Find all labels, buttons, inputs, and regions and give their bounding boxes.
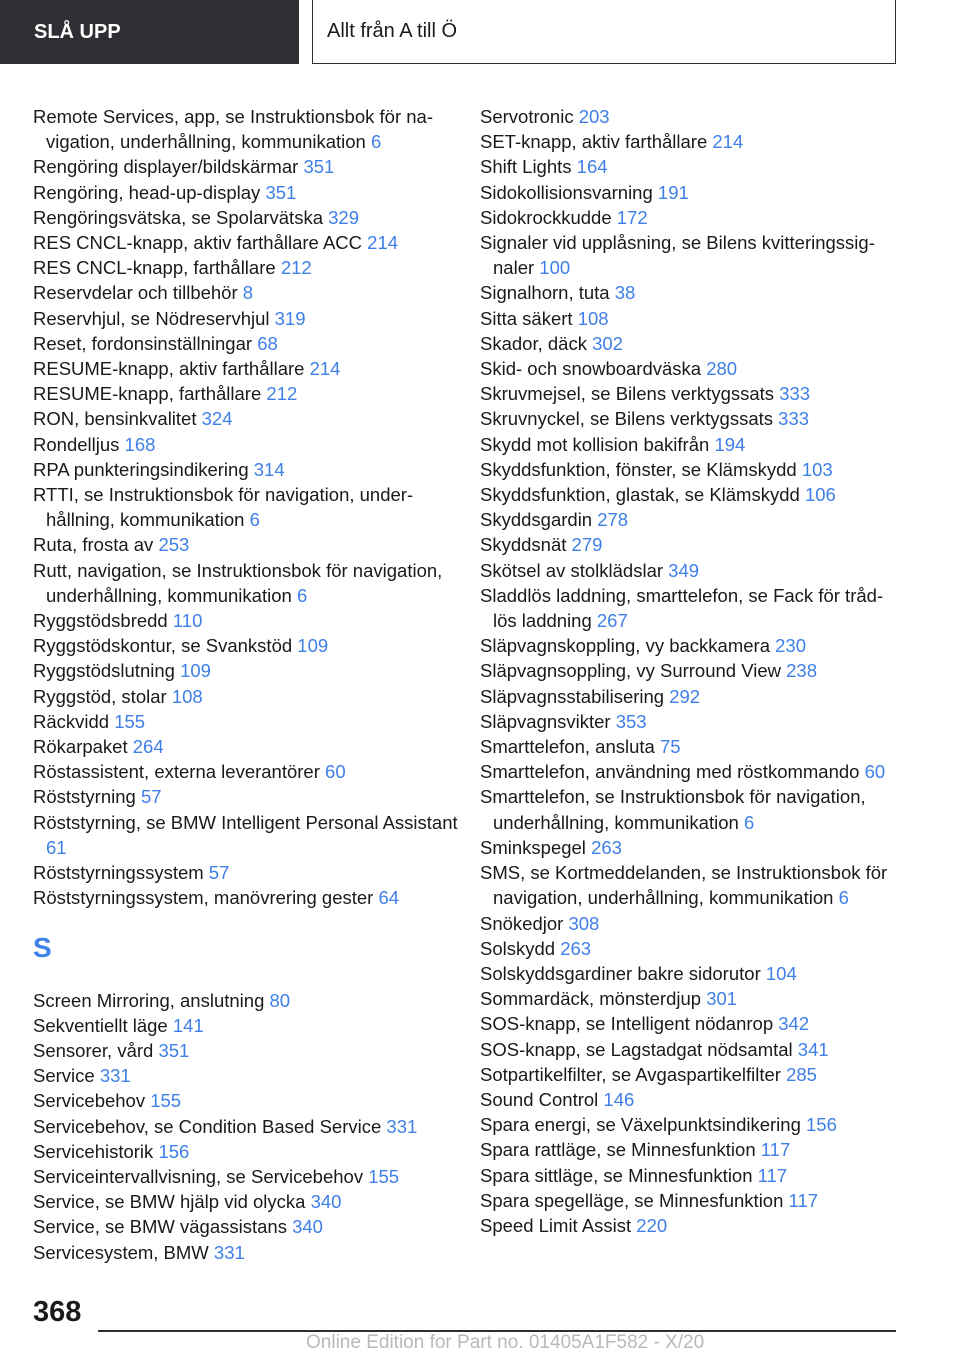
index-entry-term: Rengöring, head-up-display <box>33 181 261 203</box>
index-entry <box>33 658 463 683</box>
index-entry-term: RPA punkteringsindikering <box>33 458 249 480</box>
index-entry-term: Servicesystem, BMW <box>33 1241 209 1263</box>
section-letter-s: S <box>33 931 52 963</box>
index-entry <box>33 154 463 179</box>
index-entry-page-link[interactable]: 253 <box>158 534 190 556</box>
index-entry-page-link[interactable]: 351 <box>158 1039 190 1061</box>
index-entry-term: Servicehistorik <box>33 1140 154 1162</box>
index-entry-page-link[interactable]: 155 <box>114 710 146 732</box>
index-entry-term: Röststyrningssystem, manövrering gester <box>33 887 374 909</box>
index-entry <box>480 406 900 431</box>
index-entry-term: Sitta säkert <box>480 307 573 329</box>
index-entry-page-link[interactable]: 172 <box>616 206 648 228</box>
index-entry-page-link[interactable]: 109 <box>297 635 329 657</box>
index-entry-term: RON, bensinkvalitet <box>33 408 197 430</box>
index-entry-term: Solskyddsgardiner bakre sidorutor <box>480 962 761 984</box>
index-entry <box>33 205 463 230</box>
index-entry <box>33 1240 463 1265</box>
index-entry-term: Sidokrockkudde <box>480 206 612 228</box>
index-entry <box>33 432 463 457</box>
index-entry-page-link[interactable]: 75 <box>659 736 681 758</box>
index-entry-term: RTTI, se Instruktionsbok för navigation, underhållning, kommunikation <box>33 484 414 531</box>
index-entry <box>480 104 900 129</box>
index-entry-term: Sladdlös laddning, smarttelefon, se Fack för trådlös laddning <box>480 584 884 632</box>
index-entry <box>480 936 900 961</box>
index-entry <box>480 482 900 507</box>
index-entry-page-link[interactable]: 68 <box>257 332 278 354</box>
index-entry-term: Skruvmejsel, se Bilens verktygssats <box>480 383 775 405</box>
index-entry <box>480 306 900 331</box>
index-entry <box>33 255 463 280</box>
index-entry-term: Sommardäck, mönsterdjup <box>480 988 702 1010</box>
index-entry-term: Skyddsfunktion, fönster, se Klämskydd <box>480 458 797 480</box>
index-entry-term: Service <box>33 1065 95 1087</box>
index-entry-page-link[interactable]: 331 <box>99 1065 131 1087</box>
index-entry-page-link[interactable]: 220 <box>636 1214 668 1236</box>
index-entry-page-link[interactable]: 6 <box>296 584 308 606</box>
index-entry-term: RES CNCL-knapp, aktiv farthållare ACC <box>33 232 363 254</box>
index-entry-page-link[interactable]: 155 <box>150 1090 182 1112</box>
index-entry-page-link[interactable]: 341 <box>797 1038 829 1060</box>
index-entry-term: SET-knapp, aktiv farthållare <box>480 131 708 153</box>
index-entry <box>33 482 463 532</box>
index-entry-term: Ryggstödsbredd <box>33 610 168 632</box>
index-entry <box>33 759 463 784</box>
index-entry-term: Skyddsnät <box>480 534 567 556</box>
index-column-left <box>33 104 463 1265</box>
index-entry-term: Serviceintervallvisning, se Servicebehov <box>33 1165 364 1187</box>
index-entry <box>480 658 900 683</box>
index-entry-term: Sensorer, vård <box>33 1039 154 1061</box>
index-entry-page-link[interactable]: 191 <box>657 181 689 203</box>
index-entry <box>480 684 900 709</box>
index-entry <box>480 759 900 784</box>
index-entry-page-link[interactable]: 308 <box>568 912 600 934</box>
index-entry <box>480 381 900 406</box>
index-entry <box>480 507 900 532</box>
index-entry-term: Sound Control <box>480 1088 599 1110</box>
index-entry-term: Ryggstöd, stolar <box>33 685 167 707</box>
index-entry-term: Sidokollisionsvarning <box>480 181 653 203</box>
index-entry-page-link[interactable]: 302 <box>592 332 623 354</box>
section-tab-label: SLÅ UPP <box>34 20 121 43</box>
index-entry <box>33 381 463 406</box>
index-entry <box>480 961 900 986</box>
index-entry-term: Rengöringsvätska, se Spolarvätska <box>33 206 323 228</box>
chapter-tab[interactable] <box>312 0 896 64</box>
index-entry-term: Skruvnyckel, se Bilens verktygssats <box>480 408 774 430</box>
index-entry-page-link[interactable]: 353 <box>615 710 647 732</box>
index-entry-term: Ruta, frosta av <box>33 534 154 556</box>
index-entry-page-link[interactable]: 117 <box>788 1189 819 1211</box>
index-entry <box>480 558 900 583</box>
index-entry-page-link[interactable]: 155 <box>368 1165 400 1187</box>
index-entry-term: Spara energi, se Växelpunktsindikering <box>480 1114 801 1136</box>
index-entry-page-link[interactable]: 329 <box>328 206 359 228</box>
index-entry-page-link[interactable]: 60 <box>864 761 886 783</box>
index-list-r <box>33 104 463 911</box>
index-entry-term: RES CNCL-knapp, farthållare <box>33 257 276 279</box>
index-entry <box>480 633 900 658</box>
index-entry-page-link[interactable]: 141 <box>172 1014 204 1036</box>
index-entry-term: Solskydd <box>480 937 556 959</box>
index-entry <box>33 331 463 356</box>
index-entry-page-link[interactable]: 194 <box>714 433 746 455</box>
index-entry-page-link[interactable]: 117 <box>757 1164 788 1186</box>
index-entry-page-link[interactable]: 168 <box>124 433 156 455</box>
index-entry-term: Smarttelefon, användning med röstkommando <box>480 761 860 783</box>
index-entry-term: Spara rattläge, se Minnesfunktion <box>480 1139 756 1161</box>
index-entry-term: Spara sittläge, se Minnesfunktion <box>480 1164 753 1186</box>
index-entry <box>33 406 463 431</box>
index-entry <box>480 230 900 280</box>
index-entry-page-link[interactable]: 342 <box>778 1013 810 1035</box>
index-list-s <box>33 988 463 1265</box>
index-entry <box>33 633 463 658</box>
index-entry-term: Servotronic <box>480 106 574 127</box>
index-entry <box>33 356 463 381</box>
index-entry <box>480 734 900 759</box>
index-entry-page-link[interactable]: 285 <box>786 1063 817 1085</box>
index-entry-term: Sekventiellt läge <box>33 1014 168 1036</box>
index-entry-page-link[interactable]: 212 <box>266 383 298 405</box>
index-entry-page-link[interactable]: 6 <box>838 887 849 909</box>
index-entry-page-link[interactable]: 214 <box>309 358 341 380</box>
index-entry-term: Sotpartikelfilter, se Avgaspartikelfilter <box>480 1063 781 1085</box>
index-entry <box>33 280 463 305</box>
index-entry-page-link[interactable]: 314 <box>253 458 285 480</box>
index-entry-page-link[interactable]: 230 <box>775 635 807 657</box>
index-entry-term: Rökarpaket <box>33 736 128 758</box>
index-entry-page-link[interactable]: 156 <box>158 1140 190 1162</box>
page-number: 368 <box>33 1296 82 1328</box>
index-entry-term: Signaler vid upplåsning, se Bilens kvitteringssignaler <box>480 232 875 279</box>
index-entry-page-link[interactable]: 214 <box>367 232 399 254</box>
section-tab[interactable] <box>0 0 299 64</box>
index-entry-term: Släpvagnsoppling, vy Surround View <box>480 660 781 682</box>
index-entry <box>33 1139 463 1164</box>
index-entry <box>480 129 900 154</box>
index-entry-page-link[interactable]: 280 <box>706 358 738 380</box>
index-entry-term: Service, se BMW vägassistans <box>33 1216 287 1238</box>
index-entry <box>33 1038 463 1063</box>
index-entry-term: Skötsel av stolklädslar <box>480 559 664 581</box>
index-entry-page-link[interactable]: 212 <box>280 257 312 279</box>
index-entry-page-link[interactable]: 301 <box>706 988 738 1010</box>
index-entry-page-link[interactable]: 156 <box>806 1114 837 1136</box>
index-entry-page-link[interactable]: 319 <box>274 307 306 329</box>
index-entry <box>480 709 900 734</box>
index-entry-page-link[interactable]: 331 <box>213 1241 245 1263</box>
index-entry <box>480 986 900 1011</box>
index-entry-term: Reservhjul, se Nödreservhjul <box>33 307 270 329</box>
index-entry <box>480 784 900 834</box>
index-entry-term: Speed Limit Assist <box>480 1214 632 1236</box>
index-entry <box>33 608 463 633</box>
index-entry-term: Rutt, navigation, se Instruktionsbok för navigation, underhållning, kommunikation <box>33 559 443 606</box>
index-entry <box>480 583 900 633</box>
index-entry-page-link[interactable]: 108 <box>171 685 203 707</box>
index-entry-page-link[interactable]: 238 <box>786 660 818 682</box>
index-entry <box>33 558 463 608</box>
index-entry-page-link[interactable]: 164 <box>576 156 608 178</box>
index-entry <box>33 104 463 154</box>
index-entry-page-link[interactable]: 60 <box>325 761 346 783</box>
index-entry-page-link[interactable]: 38 <box>614 282 636 304</box>
index-entry <box>33 784 463 809</box>
index-entry-page-link[interactable]: 214 <box>712 131 744 153</box>
index-entry-term: SOS-knapp, se Intelligent nödanrop <box>480 1013 774 1035</box>
index-entry-page-link[interactable]: 57 <box>140 786 162 808</box>
index-entry-term: Röststyrning <box>33 786 136 808</box>
index-entry-page-link[interactable]: 263 <box>560 937 592 959</box>
index-entry-term: Remote Services, app, se Instruktionsbok för navigation, underhållning, kommunikation <box>33 106 434 153</box>
index-entry <box>480 1213 900 1238</box>
index-entry-page-link[interactable]: 57 <box>208 862 230 884</box>
index-entry-page-link[interactable]: 61 <box>46 836 67 858</box>
index-entry-term: Snökedjor <box>480 912 564 934</box>
index-entry-page-link[interactable]: 6 <box>249 509 260 531</box>
index-entry-term: Skydd mot kollision bakifrån <box>480 433 710 455</box>
index-entry <box>480 331 900 356</box>
index-entry <box>33 306 463 331</box>
index-entry-term: Signalhorn, tuta <box>480 282 610 304</box>
index-entry-page-link[interactable]: 278 <box>597 509 629 531</box>
index-entry-page-link[interactable]: 340 <box>292 1216 323 1238</box>
index-entry <box>480 1188 900 1213</box>
index-entry-page-link[interactable]: 6 <box>743 811 755 833</box>
index-entry-page-link[interactable]: 292 <box>669 685 701 707</box>
index-entry-term: Ryggstödslutning <box>33 660 175 682</box>
index-entry-page-link[interactable]: 146 <box>603 1088 635 1110</box>
index-entry-page-link[interactable]: 80 <box>269 989 291 1011</box>
index-entry-page-link[interactable]: 109 <box>180 660 211 682</box>
index-entry <box>33 684 463 709</box>
index-entry-term: RESUME-knapp, farthållare <box>33 383 262 405</box>
index-entry <box>33 988 463 1013</box>
index-entry-term: Servicebehov, se Condition Based Service <box>33 1115 382 1137</box>
index-entry <box>33 532 463 557</box>
index-entry <box>33 230 463 255</box>
index-entry-term: Ryggstödskontur, se Svankstöd <box>33 635 293 657</box>
index-entry-page-link[interactable]: 103 <box>801 458 833 480</box>
index-entry-page-link[interactable]: 108 <box>577 307 609 329</box>
index-entry-term: Skid- och snowboardväska <box>480 358 702 380</box>
index-entry-term: Rengöring displayer/bildskärmar <box>33 156 299 178</box>
index-entry <box>480 1087 900 1112</box>
index-entry-page-link[interactable]: 104 <box>765 962 797 984</box>
index-entry <box>33 734 463 759</box>
index-entry-page-link[interactable]: 333 <box>779 383 811 405</box>
index-entry <box>33 810 463 860</box>
index-entry-page-link[interactable]: 279 <box>571 534 603 556</box>
index-entry <box>480 154 900 179</box>
index-entry <box>33 457 463 482</box>
index-entry <box>480 180 900 205</box>
index-entry-page-link[interactable]: 351 <box>265 181 297 203</box>
index-entry-page-link[interactable]: 351 <box>303 156 335 178</box>
index-entry-page-link[interactable]: 117 <box>760 1139 791 1161</box>
index-entry-term: Spara spegelläge, se Minnesfunktion <box>480 1189 784 1211</box>
index-entry-term: Service, se BMW hjälp vid olycka <box>33 1191 306 1213</box>
index-entry-term: Räckvidd <box>33 710 110 732</box>
index-entry-term: Smarttelefon, ansluta <box>480 736 655 758</box>
index-entry-term: Röstassistent, externa leverantörer <box>33 761 320 783</box>
index-entry <box>480 1112 900 1137</box>
index-entry-term: Sminkspegel <box>480 836 586 858</box>
index-entry-term: Shift Lights <box>480 156 572 178</box>
index-entry <box>480 205 900 230</box>
index-entry-page-link[interactable]: 64 <box>378 887 400 909</box>
index-entry <box>480 457 900 482</box>
index-entry-page-link[interactable]: 340 <box>310 1191 342 1213</box>
index-entry <box>33 180 463 205</box>
index-entry <box>480 356 900 381</box>
index-entry <box>33 885 463 910</box>
index-entry <box>33 1088 463 1113</box>
index-entry <box>480 835 900 860</box>
footer-edition: Online Edition for Part no. 01405A1F582 - X/20 <box>306 1332 705 1353</box>
index-entry-page-link[interactable]: 100 <box>539 257 571 279</box>
index-column-right <box>480 104 900 1238</box>
index-entry <box>33 1214 463 1239</box>
index-entry <box>33 1063 463 1088</box>
index-list-s-continued <box>480 104 900 1238</box>
index-entry-page-link[interactable]: 324 <box>201 408 233 430</box>
index-entry-term: SOS-knapp, se Lagstadgat nödsamtal <box>480 1038 793 1060</box>
index-entry-page-link[interactable]: 110 <box>172 610 203 632</box>
index-entry-term: Skyddsfunktion, glastak, se Klämskydd <box>480 484 800 506</box>
index-entry <box>480 1137 900 1162</box>
index-entry <box>480 911 900 936</box>
index-entry-term: Screen Mirroring, anslutning <box>33 989 265 1011</box>
index-entry <box>33 1164 463 1189</box>
index-entry-page-link[interactable]: 6 <box>370 131 382 153</box>
index-entry-page-link[interactable]: 264 <box>132 736 164 758</box>
index-entry <box>33 709 463 734</box>
index-entry <box>33 1013 463 1038</box>
index-entry-page-link[interactable]: 263 <box>591 836 622 858</box>
index-entry-page-link[interactable]: 331 <box>386 1115 418 1137</box>
index-entry-page-link[interactable]: 333 <box>778 408 810 430</box>
index-entry-term: Röststyrning, se BMW Intelligent Personal Assistant <box>33 811 458 833</box>
index-entry-page-link[interactable]: 8 <box>242 282 254 304</box>
index-entry-page-link[interactable]: 106 <box>804 484 836 506</box>
chapter-tab-label: Allt från A till Ö <box>327 20 458 42</box>
index-entry <box>480 1062 900 1087</box>
index-entry <box>33 1114 463 1139</box>
index-entry <box>480 432 900 457</box>
index-entry <box>33 860 463 885</box>
index-entry-term: Rondelljus <box>33 433 120 455</box>
index-entry-term: Reservdelar och tillbehör <box>33 282 238 304</box>
index-entry-term: Skador, däck <box>480 332 587 354</box>
index-entry <box>480 280 900 305</box>
index-entry <box>33 1189 463 1214</box>
index-entry-term: Röststyrningssystem <box>33 862 204 884</box>
index-entry-term: Servicebehov <box>33 1090 146 1112</box>
index-entry-term: Släpvagnsstabilisering <box>480 685 665 707</box>
index-entry-term: RESUME-knapp, aktiv farthållare <box>33 358 305 380</box>
index-entry <box>480 532 900 557</box>
index-entry <box>480 1163 900 1188</box>
index-entry-page-link[interactable]: 349 <box>668 559 700 581</box>
index-entry <box>480 1011 900 1036</box>
index-entry <box>480 860 900 910</box>
index-entry-term: Smarttelefon, se Instruktionsbok för navigation, underhållning, kommunikation <box>480 786 866 833</box>
index-entry <box>480 1037 900 1062</box>
index-entry-page-link[interactable]: 203 <box>578 106 610 127</box>
index-entry-term: Släpvagnsvikter <box>480 710 611 732</box>
index-entry-term: SMS, se Kortmeddelanden, se Instruktionsbok för navigation, underhållning, kommunikation <box>480 862 888 909</box>
index-entry-term: Släpvagnskoppling, vy backkamera <box>480 635 770 657</box>
index-entry-page-link[interactable]: 267 <box>596 610 628 632</box>
index-entry-term: Skyddsgardin <box>480 509 593 531</box>
index-entry-term: Reset, fordonsinställningar <box>33 332 253 354</box>
